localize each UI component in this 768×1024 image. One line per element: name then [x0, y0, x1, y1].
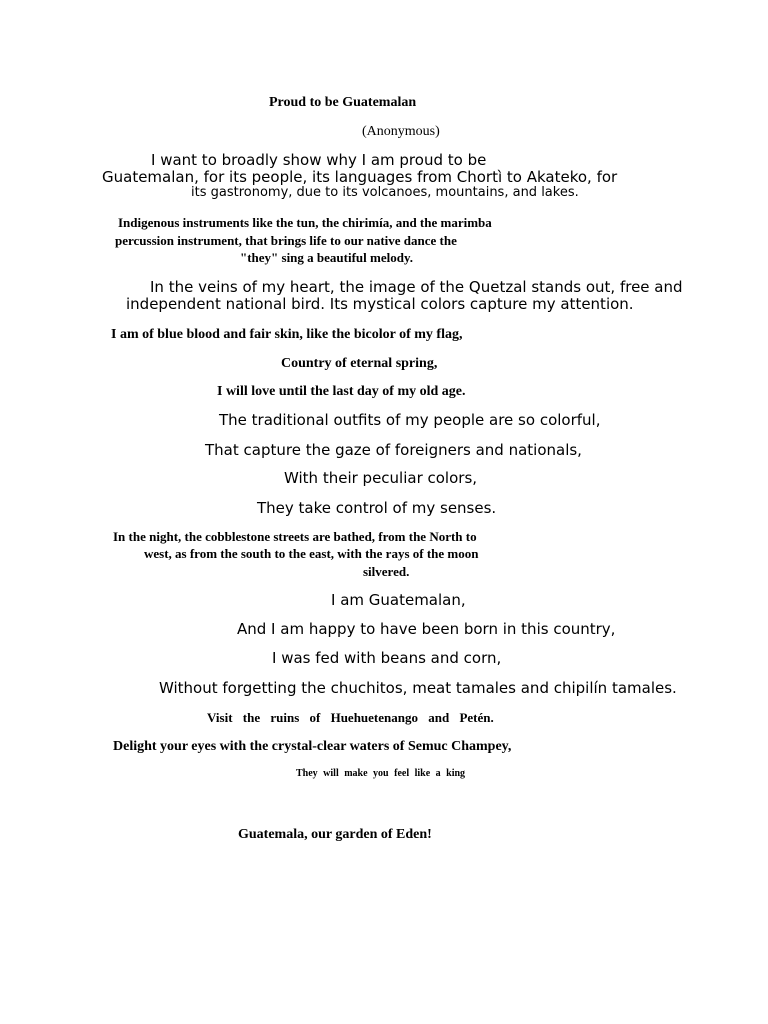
poem-line: Country of eternal spring,	[281, 356, 438, 371]
poem-line: Without forgetting the chuchitos, meat tamales and chipilín tamales.	[159, 679, 677, 697]
poem-line: percussion instrument, that brings life to our native dance the	[115, 233, 457, 248]
poem-line: I was fed with beans and corn,	[272, 649, 502, 667]
poem-line: I will love until the last day of my old age.	[217, 384, 466, 399]
poem-line: They take control of my senses.	[257, 499, 497, 517]
poem-author: (Anonymous)	[362, 124, 440, 139]
poem-line: Visit the ruins of Huehuetenango and Petén.	[207, 710, 494, 725]
poem-line: With their peculiar colors,	[284, 469, 478, 487]
poem-line: I want to broadly show why I am proud to be	[151, 151, 487, 169]
poem-line: They will make you feel like a king	[296, 768, 466, 779]
poem-line: In the veins of my heart, the image of the Quetzal stands out, free and	[150, 278, 683, 296]
poem-line: independent national bird. Its mystical colors capture my attention.	[126, 295, 634, 313]
poem-closing-line: Guatemala, our garden of Eden!	[238, 827, 432, 842]
poem-line: Indigenous instruments like the tun, the chirimía, and the marimba	[118, 215, 492, 230]
poem-line: That capture the gaze of foreigners and nationals,	[205, 441, 582, 459]
poem-line: I am Guatemalan,	[331, 591, 466, 609]
poem-title: Proud to be Guatemalan	[269, 95, 417, 110]
poem-line: "they" sing a beautiful melody.	[240, 250, 413, 265]
poem-line: west, as from the south to the east, with the rays of the moon	[144, 546, 479, 561]
poem-line: silvered.	[363, 564, 410, 579]
poem-line: The traditional outfits of my people are so colorful,	[219, 411, 601, 429]
poem-line: Delight your eyes with the crystal-clear waters of Semuc Champey,	[113, 739, 512, 754]
poem-line: its gastronomy, due to its volcanoes, mountains, and lakes.	[191, 185, 579, 200]
poem-line: Guatemalan, for its people, its languages from Chortì to Akateko, for	[102, 168, 618, 186]
poem-line: And I am happy to have been born in this country,	[237, 620, 616, 638]
poem-line: In the night, the cobblestone streets are bathed, from the North to	[113, 529, 477, 544]
poem-line: I am of blue blood and fair skin, like the bicolor of my flag,	[111, 327, 463, 342]
